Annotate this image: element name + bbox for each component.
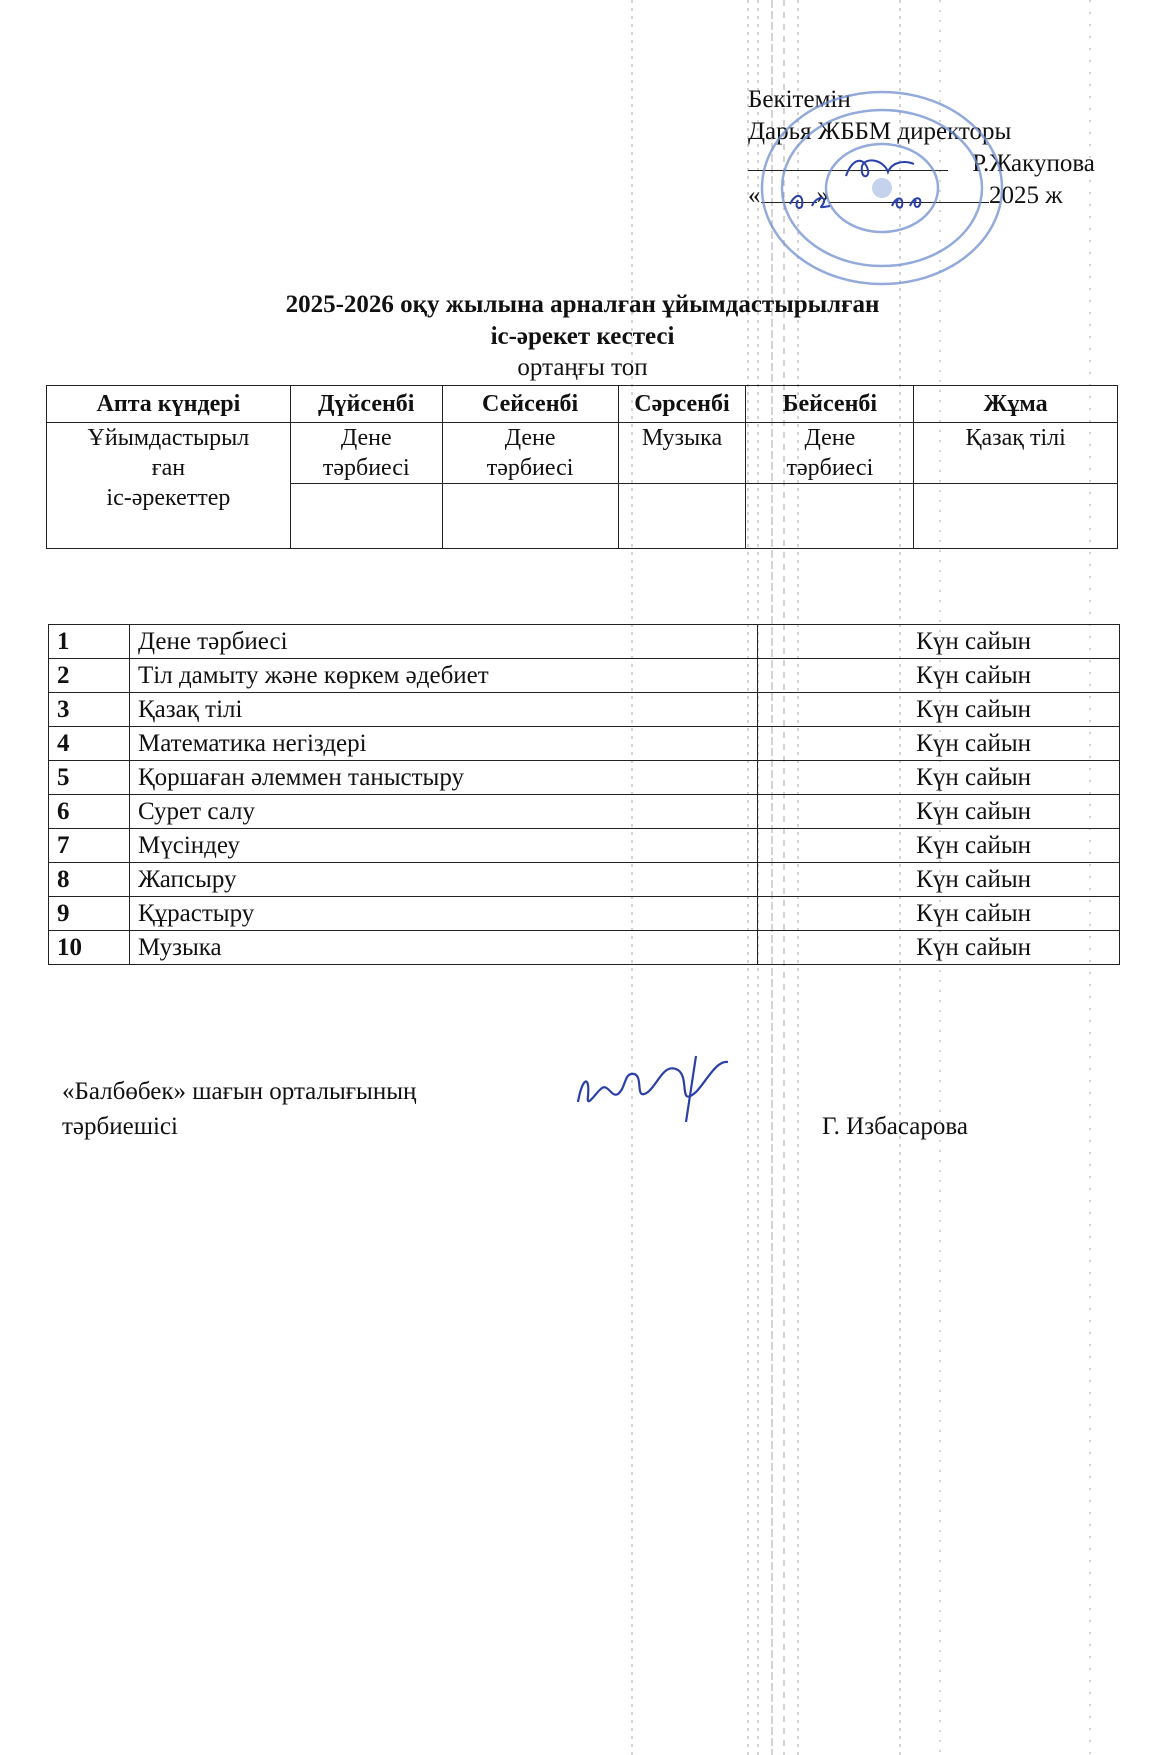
month-handwriting: [888, 192, 928, 212]
subject-number: 8: [49, 863, 130, 897]
subject-frequency: Күн сайын: [758, 931, 1120, 965]
subject-number: 6: [49, 795, 130, 829]
subject-name: Дене тәрбиесі: [130, 625, 758, 659]
subject-row: [49, 693, 1120, 727]
director-name: Р.Жакупова: [972, 150, 1095, 177]
approval-position: Дарья ЖББМ директоры: [748, 118, 1012, 145]
teacher-signature: [568, 1052, 738, 1132]
group-name: ортаңғы топ: [517, 354, 648, 381]
schedule-activity-row: [47, 423, 1118, 484]
subject-frequency: Күн сайын: [758, 863, 1120, 897]
footer-organization: [62, 1074, 416, 1144]
organization-name: «Балбөбек» шағын орталығының: [62, 1078, 417, 1105]
director-signature: [840, 152, 920, 184]
monday-activity: Дене тәрбиесі: [290, 423, 442, 484]
header-tuesday: Сейсенбі: [442, 386, 618, 423]
subject-number: 2: [49, 659, 130, 693]
row-label-activities: Ұйымдастырыл ған іс-әрекеттер: [47, 423, 291, 549]
subject-name: Мүсіндеу: [130, 829, 758, 863]
day-handwriting: [786, 190, 838, 212]
subject-number: 9: [49, 897, 130, 931]
round-stamp: [757, 88, 1007, 288]
subject-name: Математика негіздері: [130, 727, 758, 761]
approval-title: Бекітемін: [748, 86, 851, 113]
subject-name: Сурет салу: [130, 795, 758, 829]
approval-year: 2025 ж: [989, 182, 1063, 209]
schedule-header-row: [47, 386, 1118, 423]
subject-row: [49, 863, 1120, 897]
subject-row: [49, 761, 1120, 795]
empty-cell: [914, 484, 1118, 549]
tuesday-activity: Дене тәрбиесі: [442, 423, 618, 484]
subject-frequency: Күн сайын: [758, 659, 1120, 693]
subject-number: 1: [49, 625, 130, 659]
subject-name: Құрастыру: [130, 897, 758, 931]
subject-row: [49, 625, 1120, 659]
subject-name: Музыка: [130, 931, 758, 965]
header-weekdays: Апта күндері: [47, 386, 291, 423]
subject-row: [49, 727, 1120, 761]
document-subtitle: іс-әрекет кестесі: [490, 323, 675, 350]
weekly-schedule-table: [46, 385, 1118, 549]
subject-frequency: Күн сайын: [758, 625, 1120, 659]
subject-name: Қоршаған әлеммен таныстыру: [130, 761, 758, 795]
subject-frequency: Күн сайын: [758, 761, 1120, 795]
subject-name: Тіл дамыту және көркем әдебиет: [130, 659, 758, 693]
header-wednesday: Сәрсенбі: [618, 386, 746, 423]
subject-frequency: Күн сайын: [758, 727, 1120, 761]
header-friday: Жұма: [914, 386, 1118, 423]
document-title: 2025-2026 оқу жылына арналған ұйымдастырылған: [285, 291, 880, 318]
subject-frequency: Күн сайын: [758, 693, 1120, 727]
subject-row: [49, 897, 1120, 931]
subject-number: 5: [49, 761, 130, 795]
subject-row: [49, 795, 1120, 829]
header-thursday: Бейсенбі: [746, 386, 914, 423]
subject-name: Жапсыру: [130, 863, 758, 897]
subject-number: 4: [49, 727, 130, 761]
subject-frequency: Күн сайын: [758, 795, 1120, 829]
empty-cell: [618, 484, 746, 549]
signer-name: Г. Избасарова: [822, 1113, 968, 1140]
subjects-table: [48, 624, 1120, 965]
thursday-activity: Дене тәрбиесі: [746, 423, 914, 484]
header-monday: Дүйсенбі: [290, 386, 442, 423]
subject-frequency: Күн сайын: [758, 829, 1120, 863]
empty-cell: [290, 484, 442, 549]
subject-row: [49, 829, 1120, 863]
subject-number: 7: [49, 829, 130, 863]
friday-activity: Қазақ тілі: [914, 423, 1118, 484]
wednesday-activity: Музыка: [618, 423, 746, 484]
subject-row: [49, 659, 1120, 693]
subject-frequency: Күн сайын: [758, 897, 1120, 931]
subject-number: 3: [49, 693, 130, 727]
subject-row: [49, 931, 1120, 965]
teacher-position: тәрбиешісі: [62, 1113, 178, 1140]
subject-name: Қазақ тілі: [130, 693, 758, 727]
empty-cell: [442, 484, 618, 549]
approval-date-line: « » 2025 ж: [748, 182, 1063, 209]
empty-cell: [746, 484, 914, 549]
subject-number: 10: [49, 931, 130, 965]
